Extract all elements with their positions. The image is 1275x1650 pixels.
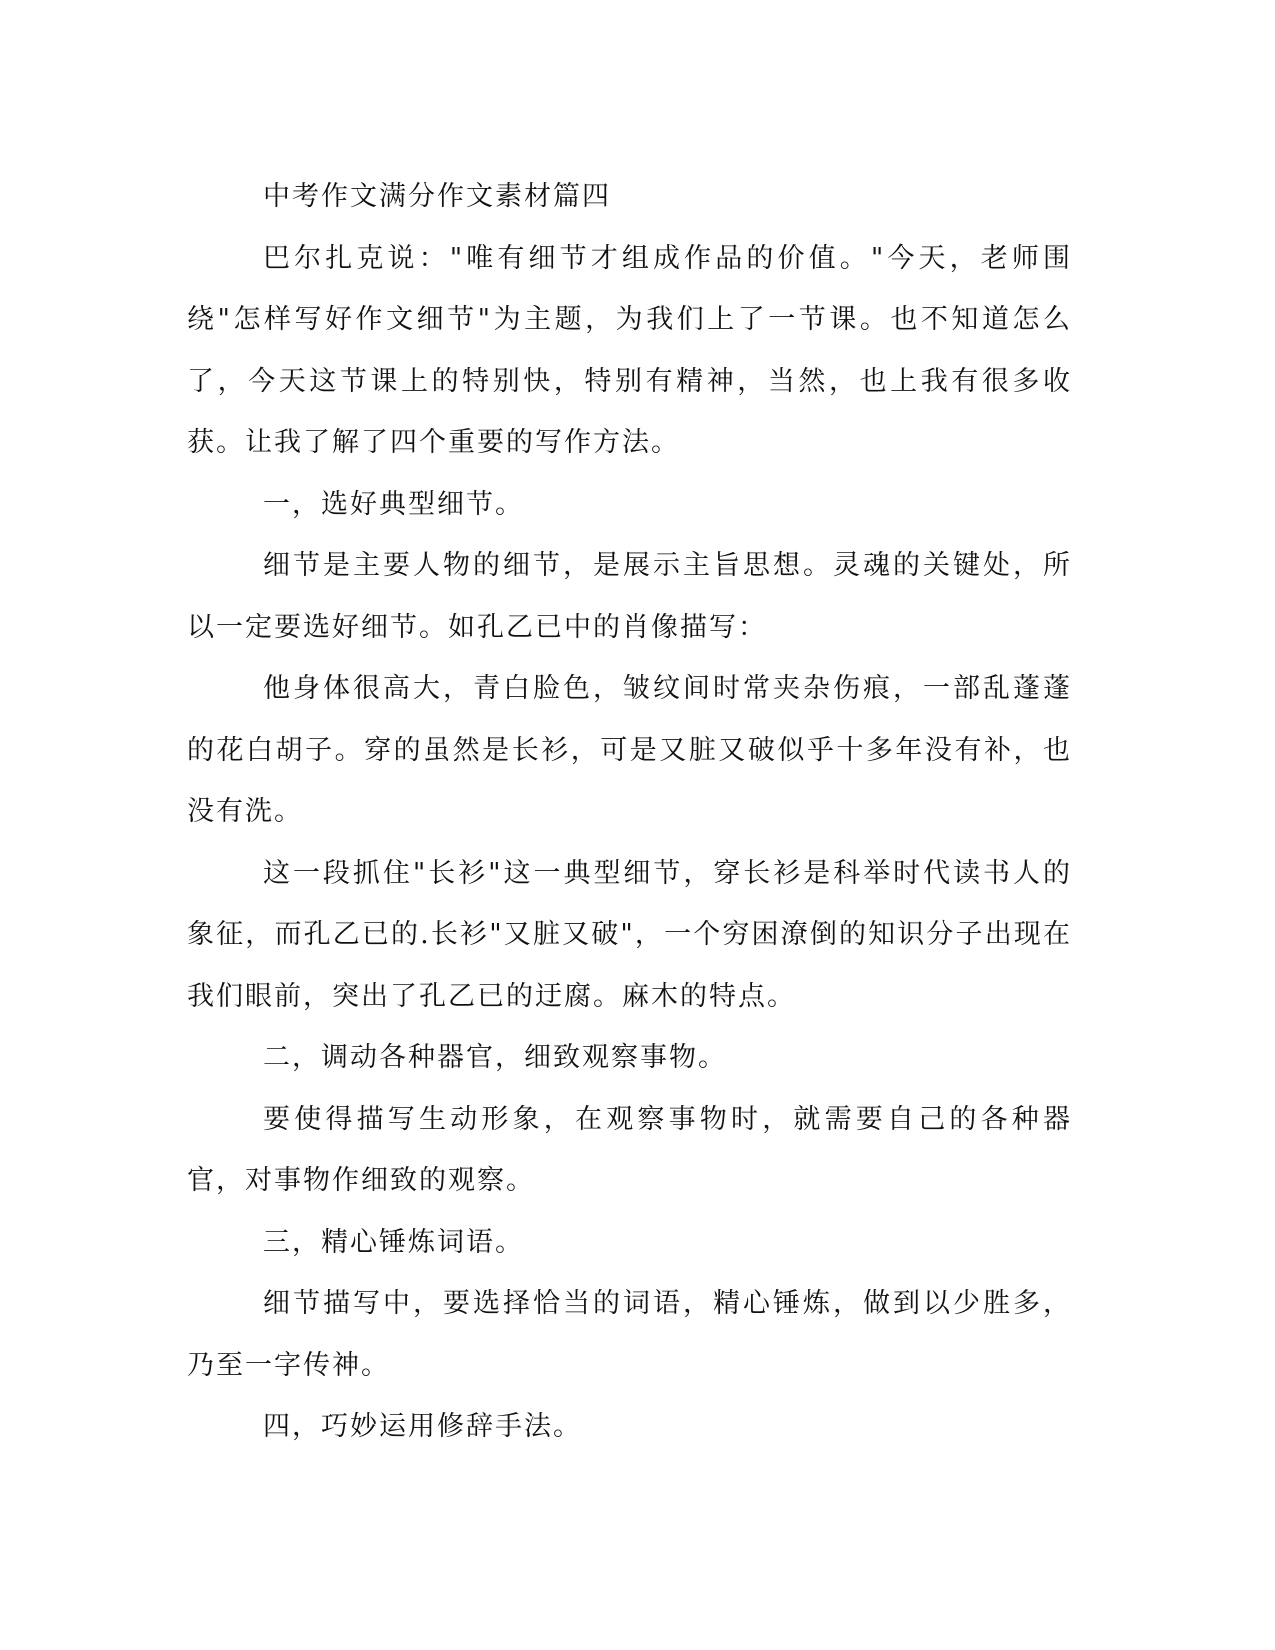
section-heading: 三，精心锤炼词语。: [263, 1226, 524, 1258]
document-title: 中考作文满分作文素材篇四: [263, 181, 611, 212]
section-heading: 四，巧妙运用修辞手法。: [263, 1411, 582, 1442]
paragraph: 细节是主要人物的细节，是展示主旨思想。灵魂的关键处，所以一定要选好细节。如孔乙已中的肖像描写：: [187, 550, 1072, 643]
paragraph: 这一段抓住"长衫"这一典型细节，穿长衫是科举时代读书人的象征，而孔乙已的.长衫"又脏又破"，一个穷困潦倒的知识分子出现在我们眼前，突出了孔乙已的迂腐。麻木的特点。: [187, 857, 1072, 1012]
paragraph: 巴尔扎克说："唯有细节才组成作品的价值。"今天，老师围绕"怎样写好作文细节"为主题，为我们上了一节课。也不知道怎么了，今天这节课上的特别快，特别有精神，当然，也上我有很多收获。让我了解了四个重要的写作方法。: [187, 242, 1072, 458]
section-heading: 二，调动各种器官，细致观察事物。: [263, 1042, 727, 1073]
document-body: [187, 166, 1072, 1458]
paragraph: 细节描写中，要选择恰当的词语，精心锤炼，做到以少胜多，乃至一字传神。: [187, 1288, 1072, 1381]
quote-paragraph: 他身体很高大，青白脸色，皱纹间时常夹杂伤痕，一部乱蓬蓬的花白胡子。穿的虽然是长衫，可是又脏又破似乎十多年没有补，也没有洗。: [187, 673, 1072, 827]
section-heading: 一，选好典型细节。: [263, 488, 524, 520]
paragraph: 要使得描写生动形象，在观察事物时，就需要自己的各种器官，对事物作细致的观察。: [187, 1103, 1072, 1196]
